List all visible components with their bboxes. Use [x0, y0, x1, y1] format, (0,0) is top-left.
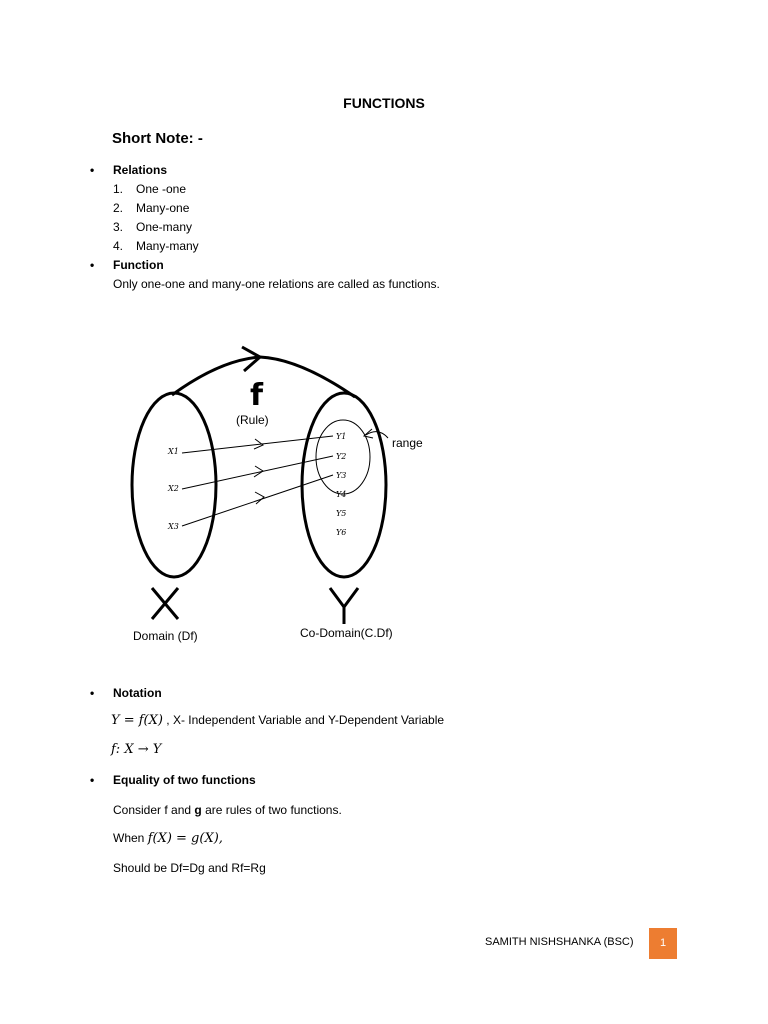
list-item: One -one [136, 182, 187, 196]
equality-line-3: Should be Df=Dg and Rf=Rg [113, 861, 266, 875]
notation-equation: Y = f(X) [111, 713, 163, 728]
codomain-label: Co-Domain(C.Df) [300, 626, 393, 640]
footer-author: SAMITH NISHSHANKA (BSC) [485, 936, 634, 948]
rule-letter: f [250, 378, 264, 413]
equality-equation: f(X) = g(X), [147, 831, 223, 846]
mapping-line [182, 436, 333, 453]
equality-rule-g: g [194, 803, 202, 817]
function-heading: Function [113, 258, 164, 272]
function-description: Only one-one and many-one relations are called as functions. [113, 277, 440, 291]
relations-heading: Relations [113, 163, 168, 177]
arrow-icon [255, 492, 264, 504]
bullet-icon: • [90, 163, 95, 177]
domain-element: X1 [168, 447, 179, 456]
bullet-icon: • [90, 258, 95, 272]
bullet-icon: • [90, 686, 95, 700]
equality-line-1 [113, 803, 342, 817]
codomain-element: Y4 [336, 490, 347, 499]
range-label: range [392, 436, 423, 450]
codomain-element: Y3 [336, 471, 347, 480]
codomain-set [302, 393, 386, 577]
equality-text: are rules of two functions. [201, 803, 342, 817]
list-item: Many-one [136, 201, 190, 215]
notation-heading: Notation [113, 686, 162, 700]
list-number: 3. [113, 220, 124, 234]
rule-label: (Rule) [236, 413, 269, 427]
rule-arc [172, 357, 355, 397]
codomain-element: Y1 [336, 432, 347, 441]
codomain-element: Y6 [336, 528, 347, 537]
list-number: 1. [113, 182, 124, 196]
page-title: FUNCTIONS [343, 95, 425, 111]
list-item: Many-many [136, 239, 199, 253]
x-letter-icon [152, 588, 178, 619]
domain-element: X2 [168, 484, 179, 493]
codomain-element: Y5 [336, 509, 347, 518]
equality-line-2 [113, 831, 223, 846]
domain-label: Domain (Df) [133, 629, 198, 643]
notation-line [111, 713, 444, 728]
mapping-line [182, 456, 333, 489]
mapping-line [182, 475, 333, 526]
equality-text: Consider f and [113, 803, 195, 817]
list-number: 2. [113, 201, 124, 215]
list-item: One-many [136, 220, 193, 234]
equality-heading: Equality of two functions [113, 773, 256, 787]
list-number: 4. [113, 239, 124, 253]
arrow-icon [254, 466, 263, 477]
function-mapping-diagram [120, 335, 450, 655]
notation-mapping: f: X → Y [111, 742, 162, 757]
codomain-element: Y2 [336, 452, 347, 461]
bullet-icon: • [90, 773, 95, 787]
page-number-badge: 1 [649, 928, 677, 959]
domain-element: X3 [168, 522, 179, 531]
y-letter-icon [330, 588, 358, 624]
short-note-heading: Short Note: - [112, 130, 203, 147]
equality-text: When [113, 831, 148, 845]
notation-description: , X- Independent Variable and Y-Dependent Variable [162, 713, 445, 727]
